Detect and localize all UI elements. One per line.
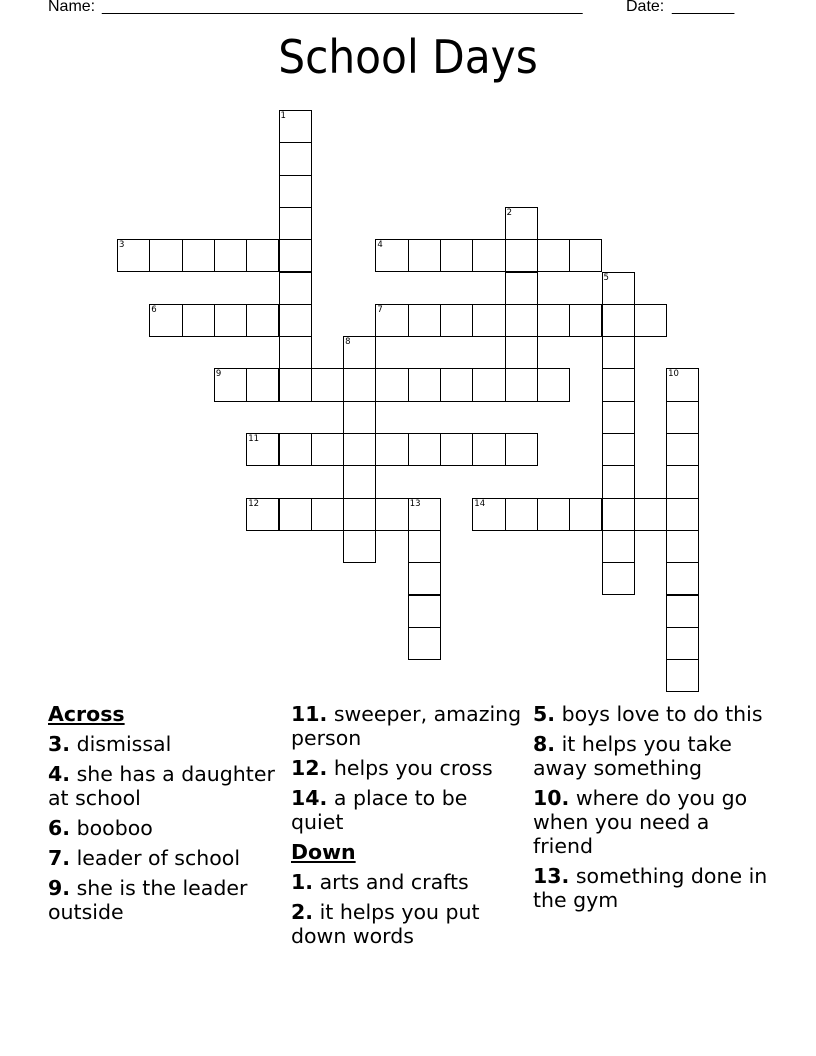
grid-cell[interactable] <box>408 498 441 531</box>
clue-down-13: 13. something done in the gym <box>533 864 768 912</box>
grid-cell[interactable] <box>666 401 699 434</box>
clue-number: 5 <box>603 272 609 283</box>
grid-cell[interactable] <box>246 433 279 466</box>
clue-down-8: 8. it helps you take away something <box>533 732 732 780</box>
clue-across-11: 11. sweeper, amazing person <box>291 702 522 750</box>
grid-cell[interactable] <box>505 336 538 369</box>
grid-cell[interactable] <box>505 368 538 401</box>
grid-cell[interactable] <box>666 659 699 692</box>
grid-cell[interactable] <box>343 498 376 531</box>
grid-cell[interactable] <box>182 304 215 337</box>
grid-cell[interactable] <box>214 368 247 401</box>
clue-number: 2 <box>506 207 513 218</box>
grid-cell[interactable] <box>246 239 279 272</box>
grid-cell[interactable] <box>149 239 182 272</box>
clues-column-2 <box>291 702 526 954</box>
grid-cell[interactable] <box>602 304 635 337</box>
grid-cell[interactable] <box>408 368 441 401</box>
clues-column-3 <box>533 702 773 918</box>
down-heading: Down <box>291 840 356 864</box>
grid-cell[interactable] <box>246 498 279 531</box>
clue-number: 8 <box>345 337 351 348</box>
grid-cell[interactable] <box>343 336 376 369</box>
grid-cell[interactable] <box>311 433 344 466</box>
clue-number: 4 <box>377 240 383 251</box>
grid-cell[interactable] <box>408 433 441 466</box>
grid-cell[interactable] <box>246 304 279 337</box>
grid-cell[interactable] <box>666 530 699 563</box>
clue-across-7: 7. leader of school <box>48 846 241 870</box>
clue-across-14: 14. a place to be quiet <box>291 786 468 834</box>
clue-across-12: 12. helps you cross <box>291 756 493 780</box>
grid-cell[interactable] <box>472 304 505 337</box>
grid-cell[interactable] <box>569 239 602 272</box>
grid-cell[interactable] <box>408 627 441 660</box>
across-heading: Across <box>48 702 125 726</box>
grid-cell[interactable] <box>375 239 408 272</box>
grid-cell[interactable] <box>505 272 538 305</box>
grid-cell[interactable] <box>505 498 538 531</box>
grid-cell[interactable] <box>408 562 441 595</box>
grid-cell[interactable] <box>537 304 570 337</box>
grid-cell[interactable] <box>311 498 344 531</box>
clues-column-1 <box>48 702 278 930</box>
grid-cell[interactable] <box>343 368 376 401</box>
grid-cell[interactable] <box>279 175 312 208</box>
grid-cell[interactable] <box>602 498 635 531</box>
clue-number: 14 <box>474 498 486 509</box>
grid-cell[interactable] <box>440 368 473 401</box>
grid-cell[interactable] <box>408 239 441 272</box>
grid-cell[interactable] <box>149 304 182 337</box>
clue-number: 11 <box>248 434 260 444</box>
grid-cell[interactable] <box>505 433 538 466</box>
grid-cell[interactable] <box>602 530 635 563</box>
grid-cell[interactable] <box>408 304 441 337</box>
grid-cell[interactable] <box>279 368 312 401</box>
grid-cell[interactable] <box>408 595 441 628</box>
clue-across-3: 3. dismissal <box>48 732 172 756</box>
grid-cell[interactable] <box>537 368 570 401</box>
grid-cell[interactable] <box>311 368 344 401</box>
grid-cell[interactable] <box>279 207 312 240</box>
clue-number: 1 <box>280 111 286 121</box>
grid-cell[interactable] <box>279 272 312 305</box>
clue-number: 3 <box>119 240 125 251</box>
clue-across-6: 6. booboo <box>48 816 153 840</box>
grid-cell[interactable] <box>279 498 312 531</box>
clue-number: 9 <box>215 369 222 380</box>
grid-cell[interactable] <box>375 433 408 466</box>
grid-cell[interactable] <box>602 465 635 498</box>
grid-cell[interactable] <box>343 401 376 434</box>
clue-down-5: 5. boys love to do this <box>533 702 763 726</box>
grid-cell[interactable] <box>505 207 538 240</box>
grid-cell[interactable] <box>117 239 150 272</box>
grid-cell[interactable] <box>343 433 376 466</box>
grid-cell[interactable] <box>440 304 473 337</box>
grid-cell[interactable] <box>343 465 376 498</box>
page-title: School Days <box>278 30 538 84</box>
grid-cell[interactable] <box>666 498 699 531</box>
grid-cell[interactable] <box>666 562 699 595</box>
grid-cell[interactable] <box>375 498 408 531</box>
grid-cell[interactable] <box>279 304 312 337</box>
clue-number: 12 <box>248 498 260 509</box>
grid-cell[interactable] <box>666 433 699 466</box>
date-label: Date: <box>626 0 665 15</box>
date-field[interactable]: _______ <box>672 0 735 15</box>
grid-cell[interactable] <box>505 239 538 272</box>
grid-cell[interactable] <box>602 368 635 401</box>
clue-down-1: 1. arts and crafts <box>291 870 469 894</box>
grid-cell[interactable] <box>214 239 247 272</box>
grid-cell[interactable] <box>343 530 376 563</box>
clue-down-2: 2. it helps you put down words <box>291 900 480 948</box>
grid-cell[interactable] <box>602 336 635 369</box>
clue-across-9: 9. she is the leader outside <box>48 876 248 924</box>
grid-cell[interactable] <box>505 304 538 337</box>
clue-down-10: 10. where do you go when you need a friend <box>533 786 748 858</box>
grid-cell[interactable] <box>602 433 635 466</box>
grid-cell[interactable] <box>279 433 312 466</box>
grid-cell[interactable] <box>634 304 667 337</box>
grid-cell[interactable] <box>279 142 312 175</box>
grid-cell[interactable] <box>279 336 312 369</box>
name-label: Name: <box>48 0 96 15</box>
grid-cell[interactable] <box>408 530 441 563</box>
grid-cell[interactable] <box>182 239 215 272</box>
grid-cell[interactable] <box>472 368 505 401</box>
grid-cell[interactable] <box>279 110 312 143</box>
grid-cell[interactable] <box>472 433 505 466</box>
grid-cell[interactable] <box>472 239 505 272</box>
grid-cell[interactable] <box>472 498 505 531</box>
grid-cell[interactable] <box>246 368 279 401</box>
grid-cell[interactable] <box>537 239 570 272</box>
name-field[interactable]: ______________________________________________________ <box>102 0 583 15</box>
grid-cell[interactable] <box>569 498 602 531</box>
grid-cell[interactable] <box>537 498 570 531</box>
grid-cell[interactable] <box>214 304 247 337</box>
grid-cell[interactable] <box>440 433 473 466</box>
grid-cell[interactable] <box>666 368 699 401</box>
grid-cell[interactable] <box>279 239 312 272</box>
grid-cell[interactable] <box>375 304 408 337</box>
clue-number: 6 <box>151 304 157 315</box>
grid-cell[interactable] <box>666 627 699 660</box>
grid-cell[interactable] <box>666 465 699 498</box>
grid-cell[interactable] <box>602 562 635 595</box>
grid-cell[interactable] <box>569 304 602 337</box>
clue-number: 10 <box>668 369 679 380</box>
clue-across-4: 4. she has a daughter at school <box>48 762 275 810</box>
clue-number: 13 <box>409 498 421 509</box>
grid-cell[interactable] <box>375 368 408 401</box>
grid-cell[interactable] <box>666 595 699 628</box>
grid-cell[interactable] <box>440 239 473 272</box>
grid-cell[interactable] <box>634 498 667 531</box>
clue-number: 7 <box>377 304 383 315</box>
grid-cell[interactable] <box>602 272 635 305</box>
grid-cell[interactable] <box>602 401 635 434</box>
